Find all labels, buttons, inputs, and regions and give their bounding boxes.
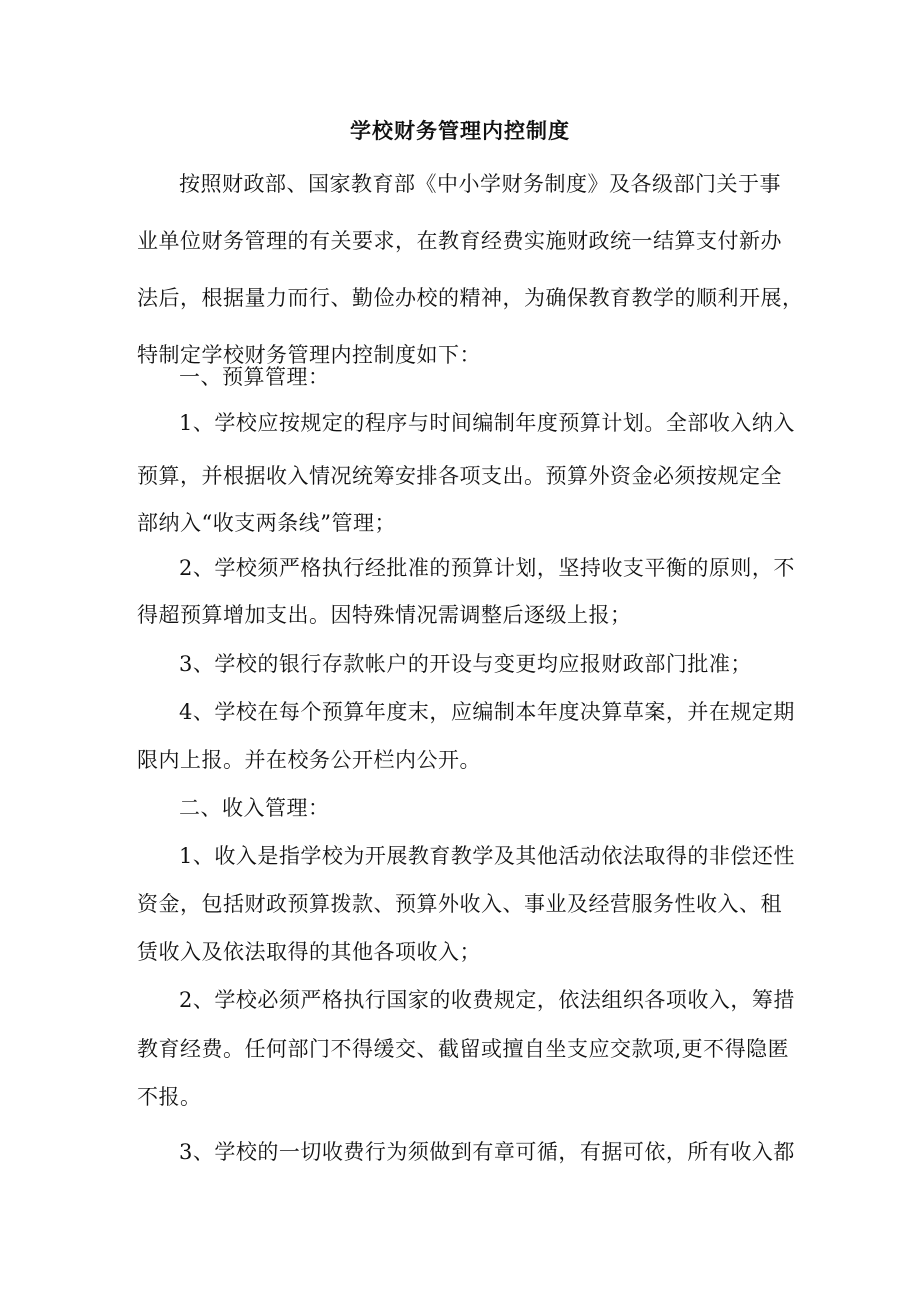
paragraph-line: 不报。 — [137, 1085, 202, 1109]
paragraph-line: 教育经费。任何部门不得缓交、截留或擅自坐支应交款项,更不得隐匿 — [137, 1037, 790, 1061]
paragraph-line: 预算，并根据收入情况统筹安排各项支出。预算外资金必须按规定全 — [137, 464, 782, 488]
paragraph-line: 2、学校必须严格执行国家的收费规定，依法组织各项收入，筹措 — [179, 988, 795, 1012]
paragraph-line: 3、学校的银行存款帐户的开设与变更均应报财政部门批准； — [179, 652, 752, 676]
paragraph-line: 特制定学校财务管理内控制度如下： — [137, 343, 481, 367]
paragraph-line: 2、学校须严格执行经批准的预算计划，坚持收支平衡的原则，不 — [179, 556, 795, 580]
paragraph-line: 部纳入“收支两条线”管理； — [137, 511, 396, 535]
document-title: 学校财务管理内控制度 — [350, 118, 570, 143]
paragraph-line: 资金，包括财政预算拨款、预算外收入、事业及经营服务性收入、租 — [137, 892, 782, 916]
paragraph-line: 赁收入及依法取得的其他各项收入； — [137, 940, 481, 964]
section-heading: 一、预算管理： — [179, 365, 330, 389]
paragraph-line: 3、学校的一切收费行为须做到有章可循，有据可依，所有收入都 — [179, 1140, 795, 1164]
paragraph-line: 1、学校应按规定的程序与时间编制年度预算计划。全部收入纳入 — [179, 411, 795, 435]
paragraph-line: 4、学校在每个预算年度末，应编制本年度决算草案，并在规定期 — [179, 700, 795, 724]
paragraph-line: 业单位财务管理的有关要求，在教育经费实施财政统一结算支付新办 — [137, 229, 782, 253]
paragraph-line: 限内上报。并在校务公开栏内公开。 — [137, 748, 481, 772]
section-heading: 二、收入管理： — [179, 796, 330, 820]
paragraph-line: 按照财政部、国家教育部《中小学财务制度》及各级部门关于事 — [179, 172, 781, 196]
paragraph-line: 得超预算增加支出。因特殊情况需调整后逐级上报； — [137, 603, 632, 627]
paragraph-line: 法后，根据量力而行、勤俭办校的精神，为确保教育教学的顺利开展， — [137, 286, 804, 310]
paragraph-line: 1、收入是指学校为开展教育教学及其他活动依法取得的非偿还性 — [179, 844, 795, 868]
